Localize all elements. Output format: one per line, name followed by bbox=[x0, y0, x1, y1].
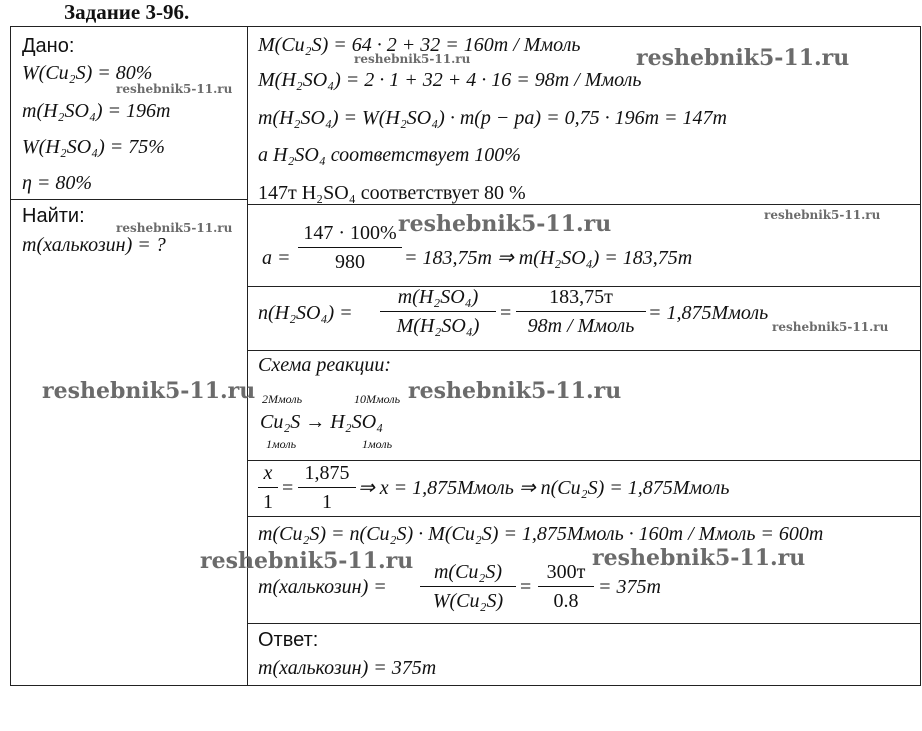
fraction-bar bbox=[420, 586, 516, 587]
column-divider bbox=[247, 26, 248, 686]
watermark: reshebnik5-11.ru bbox=[200, 548, 414, 574]
n-rhs: = 1,875Ммоль bbox=[648, 302, 769, 324]
x-numerator: x bbox=[263, 462, 273, 484]
given-line: m(H₂SO₄) = 196т bbox=[22, 100, 171, 122]
mass-cu2s-line: m(Cu₂S) = n(Cu₂S) · M(Cu₂S) = 1,875Ммоль · 160т / Ммоль = 600т bbox=[258, 523, 824, 545]
row-divider-6 bbox=[248, 623, 921, 624]
ch-fraction-2 bbox=[538, 560, 594, 613]
scheme-top-right: 10Ммоль bbox=[354, 392, 401, 406]
answer-value: m(халькозин) = 375т bbox=[258, 657, 437, 679]
ch-denominator-1: W(Cu₂S) bbox=[432, 590, 504, 612]
fraction-bar bbox=[258, 487, 278, 488]
row-divider-5 bbox=[248, 516, 921, 517]
scheme-bottom-left: 1моль bbox=[266, 437, 297, 451]
fraction-bar bbox=[538, 586, 594, 587]
n-numerator-2: 183,75т bbox=[549, 286, 613, 308]
molar-mass-h2so4: M(H₂SO₄) = 2 · 1 + 32 + 4 · 16 = 98т / Ммоль bbox=[258, 69, 642, 91]
ch-equals: = bbox=[520, 576, 532, 598]
n-equals: = bbox=[500, 302, 512, 324]
given-line: η = 80% bbox=[22, 172, 93, 194]
ch-numerator-1: m(Cu₂S) bbox=[433, 561, 503, 583]
x-equals: = bbox=[282, 477, 294, 499]
watermark: reshebnik5-11.ru bbox=[116, 221, 233, 235]
a-numerator: 147 · 100% bbox=[303, 222, 397, 244]
ch-denominator-2: 0.8 bbox=[553, 590, 579, 612]
watermark: reshebnik5-11.ru bbox=[408, 378, 622, 404]
watermark: reshebnik5-11.ru bbox=[772, 320, 889, 334]
n-lhs: n(H₂SO₄) = bbox=[258, 302, 353, 324]
a-denominator: 980 bbox=[335, 251, 365, 273]
given-find-divider bbox=[10, 199, 248, 200]
row-divider-3 bbox=[248, 350, 921, 351]
n-numerator-1: m(H₂SO₄) bbox=[397, 286, 479, 308]
watermark: reshebnik5-11.ru bbox=[116, 82, 233, 96]
fraction-bar bbox=[298, 247, 402, 248]
given-line: W(H₂SO₄) = 75% bbox=[22, 136, 165, 158]
x-fraction bbox=[258, 461, 278, 514]
a-fraction bbox=[298, 221, 402, 274]
ch-fraction-1 bbox=[420, 560, 516, 613]
watermark: reshebnik5-11.ru bbox=[592, 545, 806, 571]
fraction-bar bbox=[516, 311, 646, 312]
molar-mass-cu2s: M(Cu₂S) = 64 · 2 + 32 = 160т / Ммоль bbox=[258, 34, 581, 56]
proportion-line-2: 147т H₂SO₄ соответствует 80 % bbox=[258, 182, 526, 204]
proportion-line-1: a H₂SO₄ соответствует 100% bbox=[258, 144, 521, 166]
task-title: Задание 3-96. bbox=[64, 0, 190, 24]
x-rhs: ⇒ x = 1,875Ммоль ⇒ n(Cu₂S) = 1,875Ммоль bbox=[358, 477, 730, 499]
x-fraction-2 bbox=[298, 461, 356, 514]
find-label: Найти: bbox=[22, 205, 85, 227]
watermark: reshebnik5-11.ru bbox=[398, 211, 612, 237]
given-label: Дано: bbox=[22, 35, 75, 57]
given-line: W(Cu₂S) = 80% bbox=[22, 62, 153, 84]
n-denominator-2: 98т / Ммоль bbox=[527, 315, 635, 337]
scheme-top-left: 2Ммоль bbox=[262, 392, 303, 406]
watermark: reshebnik5-11.ru bbox=[636, 45, 850, 71]
answer-label: Ответ: bbox=[258, 629, 319, 651]
fraction-bar bbox=[380, 311, 496, 312]
x-denominator: 1 bbox=[263, 491, 273, 513]
mass-h2so4-line: m(H₂SO₄) = W(H₂SO₄) · m(p − pa) = 0,75 · 196т = 147т bbox=[258, 107, 727, 129]
n-fraction-2 bbox=[516, 285, 646, 338]
a-rhs: = 183,75т ⇒ m(H₂SO₄) = 183,75т bbox=[404, 247, 693, 269]
watermark: reshebnik5-11.ru bbox=[764, 208, 881, 222]
ch-numerator-2: 300т bbox=[546, 561, 586, 583]
x-numerator-2: 1,875 bbox=[304, 462, 350, 484]
a-lhs: a = bbox=[262, 247, 291, 269]
ch-rhs: = 375т bbox=[598, 576, 661, 598]
ch-lhs: m(халькозин) = bbox=[258, 576, 387, 598]
watermark: reshebnik5-11.ru bbox=[354, 52, 471, 66]
fraction-bar bbox=[298, 487, 356, 488]
n-fraction-1 bbox=[380, 285, 496, 338]
scheme-label: Схема реакции: bbox=[258, 354, 391, 376]
x-denominator-2: 1 bbox=[322, 491, 332, 513]
watermark: reshebnik5-11.ru bbox=[42, 378, 256, 404]
scheme-bottom-right: 1моль bbox=[362, 437, 393, 451]
n-denominator-1: M(H₂SO₄) bbox=[396, 315, 480, 337]
find-line: m(халькозин) = ? bbox=[22, 234, 166, 256]
scheme-equation: Cu₂S → H₂SO₄ bbox=[260, 411, 384, 433]
